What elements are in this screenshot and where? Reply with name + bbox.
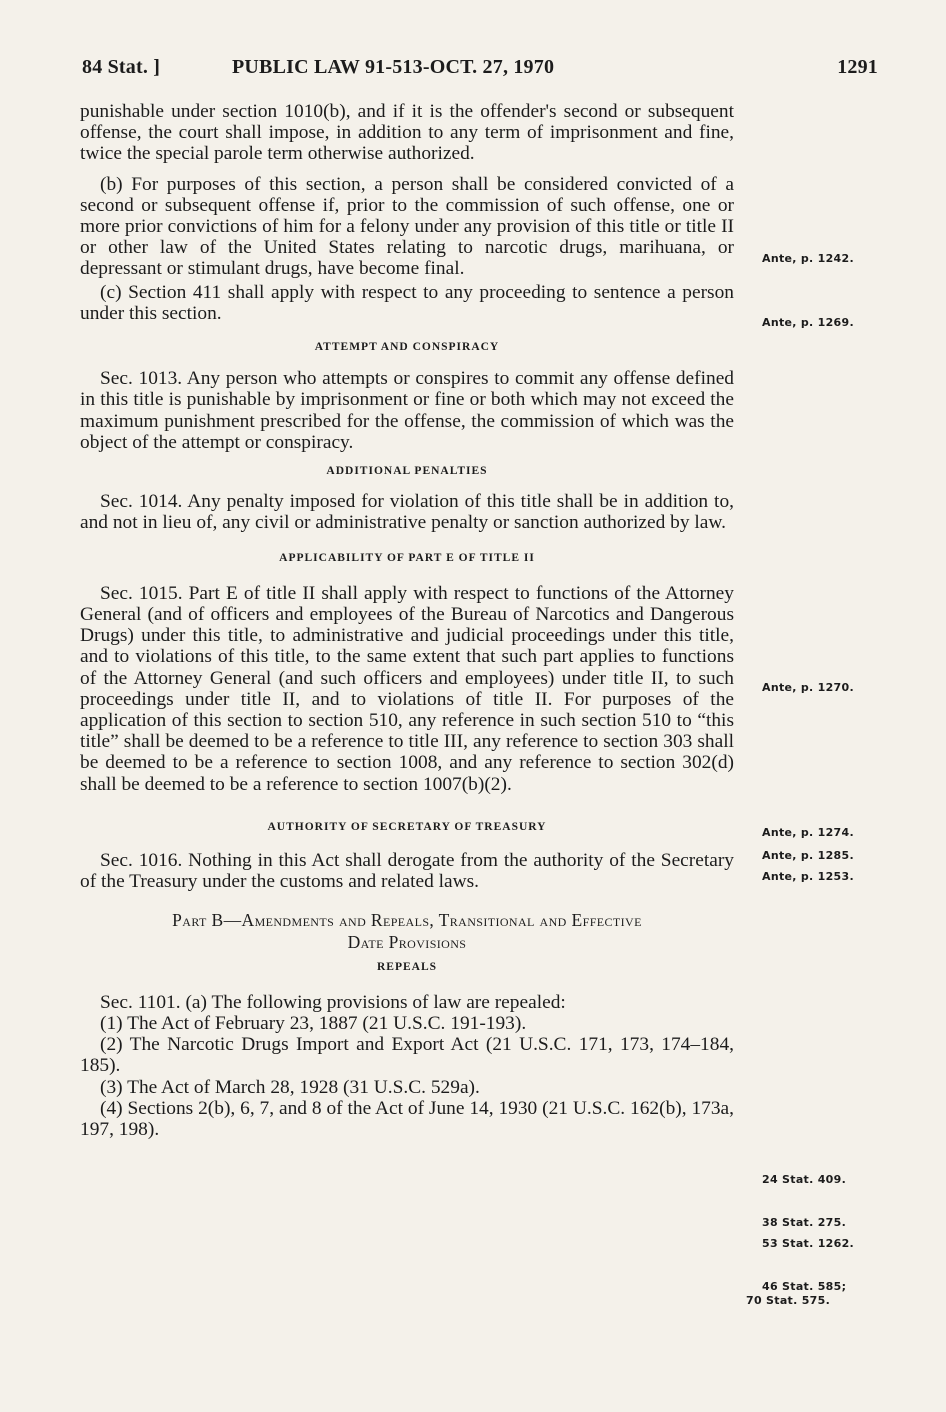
margin-citation: Ante, p. 1242.	[762, 252, 854, 265]
paragraph: (1) The Act of February 23, 1887 (21 U.S.C. 191-193).	[100, 1012, 527, 1034]
margin-citation: 70 Stat. 575.	[746, 1294, 831, 1307]
section-heading: APPLICABILITY OF PART E OF TITLE II	[279, 551, 535, 564]
margin-citation: Ante, p. 1253.	[762, 870, 854, 883]
page-number: 1291	[837, 56, 878, 78]
statute-volume: 84 Stat. ]	[82, 56, 161, 78]
paragraph: (c) Section 411 shall apply with respect to any proceeding to sentence a person under this section.	[80, 281, 734, 324]
paragraph: (4) Sections 2(b), 6, 7, and 8 of the Act of June 14, 1930 (21 U.S.C. 162(b), 173a, 197, 198).	[80, 1097, 734, 1140]
margin-citation: 53 Stat. 1262.	[762, 1237, 855, 1250]
paragraph: Sec. 1014. Any penalty imposed for violation of this title shall be in addition to, and not in lieu of, any civil or administrative penalty or sanction authorized by law.	[80, 491, 734, 534]
paragraph: Sec. 1101. (a) The following provisions of law are repealed:	[100, 991, 566, 1013]
margin-citation: 24 Stat. 409.	[762, 1173, 847, 1186]
paragraph: Sec. 1016. Nothing in this Act shall derogate from the authority of the Secretary of the Treasury under the customs and related laws.	[80, 850, 734, 893]
margin-citation: Ante, p. 1285.	[762, 849, 854, 862]
paragraph: Sec. 1013. Any person who attempts or conspires to commit any offense defined in this title is punishable by imprisonment or fine or both which may not exceed the maximum punishment prescribed for the offense, the commission of which was the object of the attempt or conspiracy.	[80, 368, 734, 453]
part-heading: Part B—Amendments and Repeals, Transitional and Effective	[172, 909, 642, 930]
paragraph: Sec. 1015. Part E of title II shall apply with respect to functions of the Attorney General (and of officers and employees of the Bureau of Narcotics and Dangerous Drugs) under this title, to administrative and judicial proceedings under this title, and to violations of this title, to the same extent that such part applies to functions of the Attorney General (and such officers and employees) under title II, to such proceedings under title II, and to violations of title II. For purposes of the application of this section to section 510, any reference in such section 510 to “this title” shall be deemed to be a reference to title III, any reference to section 303 shall be deemed to be a reference to section 1008, and any reference to section 302(d) shall be deemed to be a reference to section 1007(b)(2).	[80, 582, 734, 795]
margin-citation: Ante, p. 1269.	[762, 316, 854, 329]
body-text	[80, 101, 734, 1140]
section-heading: REPEALS	[376, 960, 438, 973]
margin-citation: Ante, p. 1274.	[762, 826, 854, 839]
part-heading: Date Provisions	[347, 931, 467, 952]
law-title: PUBLIC LAW 91-513-OCT. 27, 1970	[232, 56, 555, 78]
margin-citation: Ante, p. 1270.	[762, 681, 854, 694]
section-heading: ATTEMPT AND CONSPIRACY	[314, 341, 500, 354]
margin-citation: 38 Stat. 275.	[762, 1216, 847, 1229]
paragraph: (b) For purposes of this section, a person shall be considered convicted of a second or subsequent offense if, prior to the commission of such offense, one or more prior convictions of him for a felony under any provision of this title or title II or other law of the United States relating to narcotic drugs, marihuana, or depressant or stimulant drugs, have become final.	[80, 173, 734, 280]
paragraph: (3) The Act of March 28, 1928 (31 U.S.C. 529a).	[100, 1076, 480, 1098]
section-heading: ADDITIONAL PENALTIES	[326, 465, 488, 478]
section-heading: AUTHORITY OF SECRETARY OF TREASURY	[267, 820, 547, 833]
paragraph: (2) The Narcotic Drugs Import and Export Act (21 U.S.C. 171, 173, 174–184, 185).	[80, 1034, 734, 1077]
margin-citation: 46 Stat. 585;	[762, 1280, 847, 1293]
paragraph: punishable under section 1010(b), and if it is the offender's second or subsequent offense, the court shall impose, in addition to any term of imprisonment and fine, twice the special parole term otherwise authorized.	[80, 101, 734, 165]
